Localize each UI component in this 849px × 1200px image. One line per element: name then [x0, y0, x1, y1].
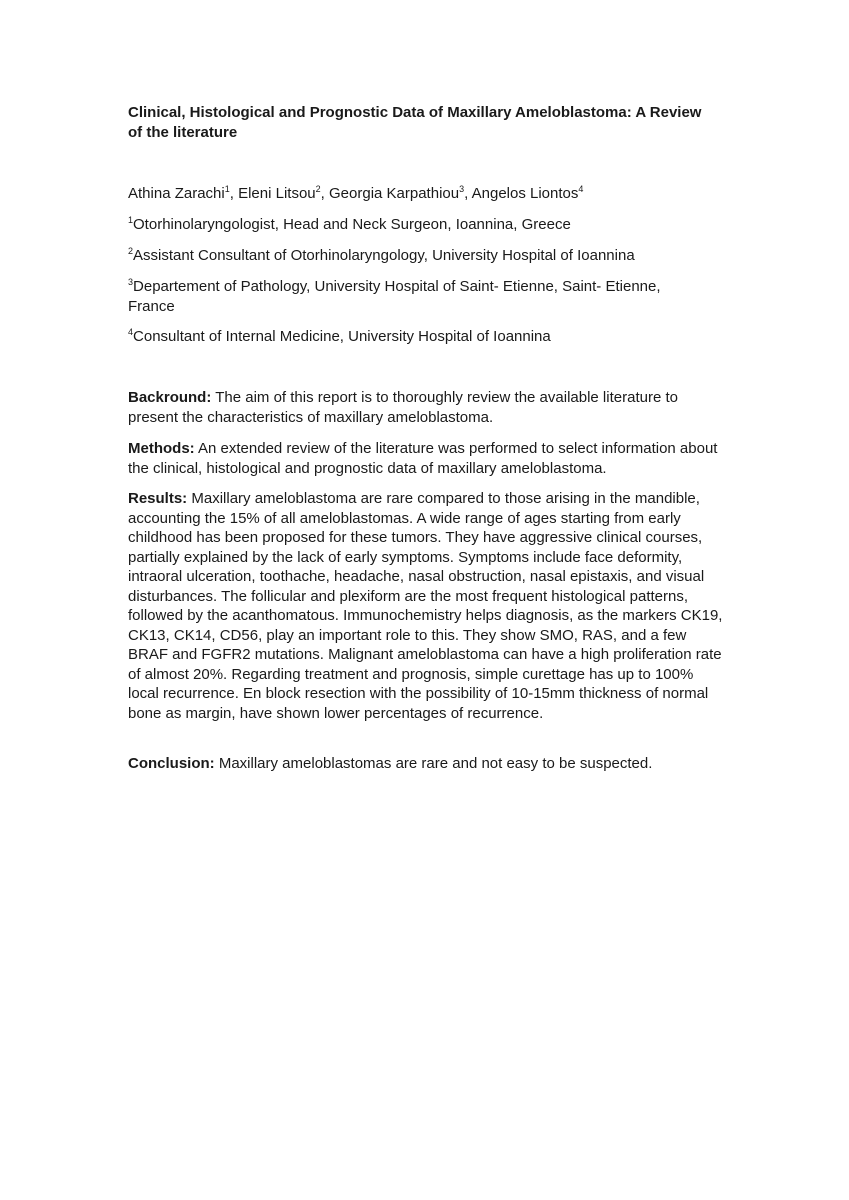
- section-label: Conclusion:: [128, 755, 215, 772]
- author-name: Athina Zarachi: [128, 185, 225, 202]
- abstract-background: [128, 388, 720, 427]
- abstract-conclusion: [128, 754, 720, 774]
- author-name: Eleni Litsou: [238, 185, 316, 202]
- section-label: Backround:: [128, 389, 212, 406]
- author-name: Angelos Liontos: [471, 185, 579, 202]
- author-affiliation-mark: 4: [578, 184, 584, 194]
- author-affiliation-mark: 3: [459, 184, 465, 194]
- section-label: Results:: [128, 490, 188, 507]
- author-affiliation-mark: 1: [224, 184, 230, 194]
- affiliation-text: Otorhinolaryngologist, Head and Neck Surgeon, Ioannina, Greece: [133, 216, 571, 233]
- affiliation-text: Departement of Pathology, University Hospital of Saint- Etienne, Saint- Etienne, France: [128, 278, 661, 315]
- abstract-results: [128, 489, 723, 723]
- section-label: Methods:: [128, 440, 195, 457]
- affiliation: [128, 215, 728, 235]
- author-affiliation-mark: 2: [315, 184, 321, 194]
- affiliation: [128, 277, 698, 317]
- author-separator: ,: [320, 185, 329, 202]
- affiliation-text: Assistant Consultant of Otorhinolaryngology, University Hospital of Ioannina: [133, 247, 635, 264]
- section-text: An extended review of the literature was performed to select information about the clinical, histological and prognostic data of maxillary ameloblastoma.: [128, 440, 718, 477]
- paper-title: Clinical, Histological and Prognostic Data of Maxillary Ameloblastoma: A Review of the literature: [128, 104, 702, 141]
- affiliation-number: 3: [128, 277, 134, 287]
- author-list: [128, 184, 728, 204]
- affiliation-number: 2: [128, 246, 134, 256]
- abstract-methods: [128, 439, 720, 478]
- section-text: Maxillary ameloblastoma are rare compared to those arising in the mandible, accounting the 15% of all ameloblastomas. A wide range of ages starting from early childhood has been proposed for these tumors. They have aggressive clinical courses, partially explained by the lack of early symptoms. Symptoms include face deformity, intraoral ulceration, toothache, headache, nasal obstruction, nasal epistaxis, and visual disturbances. The follicular and plexiform are the most frequent histological patterns, followed by the acanthomatous. Immunochemistry helps diagnosis, as the markers CK19, CK13, CK14, CD56, play an important role to this. They show SMO, RAS, and a few BRAF and FGFR2 mutations. Malignant ameloblastoma can have a high proliferation rate of almost 20%. Regarding treatment and prognosis, simple curettage has up to 100% local recurrence. En block resection with the possibility of 10-15mm thickness of normal bone as margin, have shown lower percentages of recurrence.: [128, 490, 723, 722]
- affiliation-text: Consultant of Internal Medicine, University Hospital of Ioannina: [133, 328, 551, 345]
- affiliation-number: 1: [128, 215, 134, 225]
- affiliation-number: 4: [128, 327, 134, 337]
- section-text: Maxillary ameloblastomas are rare and not easy to be suspected.: [214, 755, 653, 772]
- affiliation: [128, 246, 728, 266]
- author-name: Georgia Karpathiou: [329, 185, 460, 202]
- author-separator: ,: [229, 185, 239, 202]
- affiliation: [128, 327, 728, 347]
- author-separator: ,: [464, 185, 472, 202]
- section-text: The aim of this report is to thoroughly review the available literature to present the characteristics of maxillary ameloblastoma.: [128, 389, 678, 426]
